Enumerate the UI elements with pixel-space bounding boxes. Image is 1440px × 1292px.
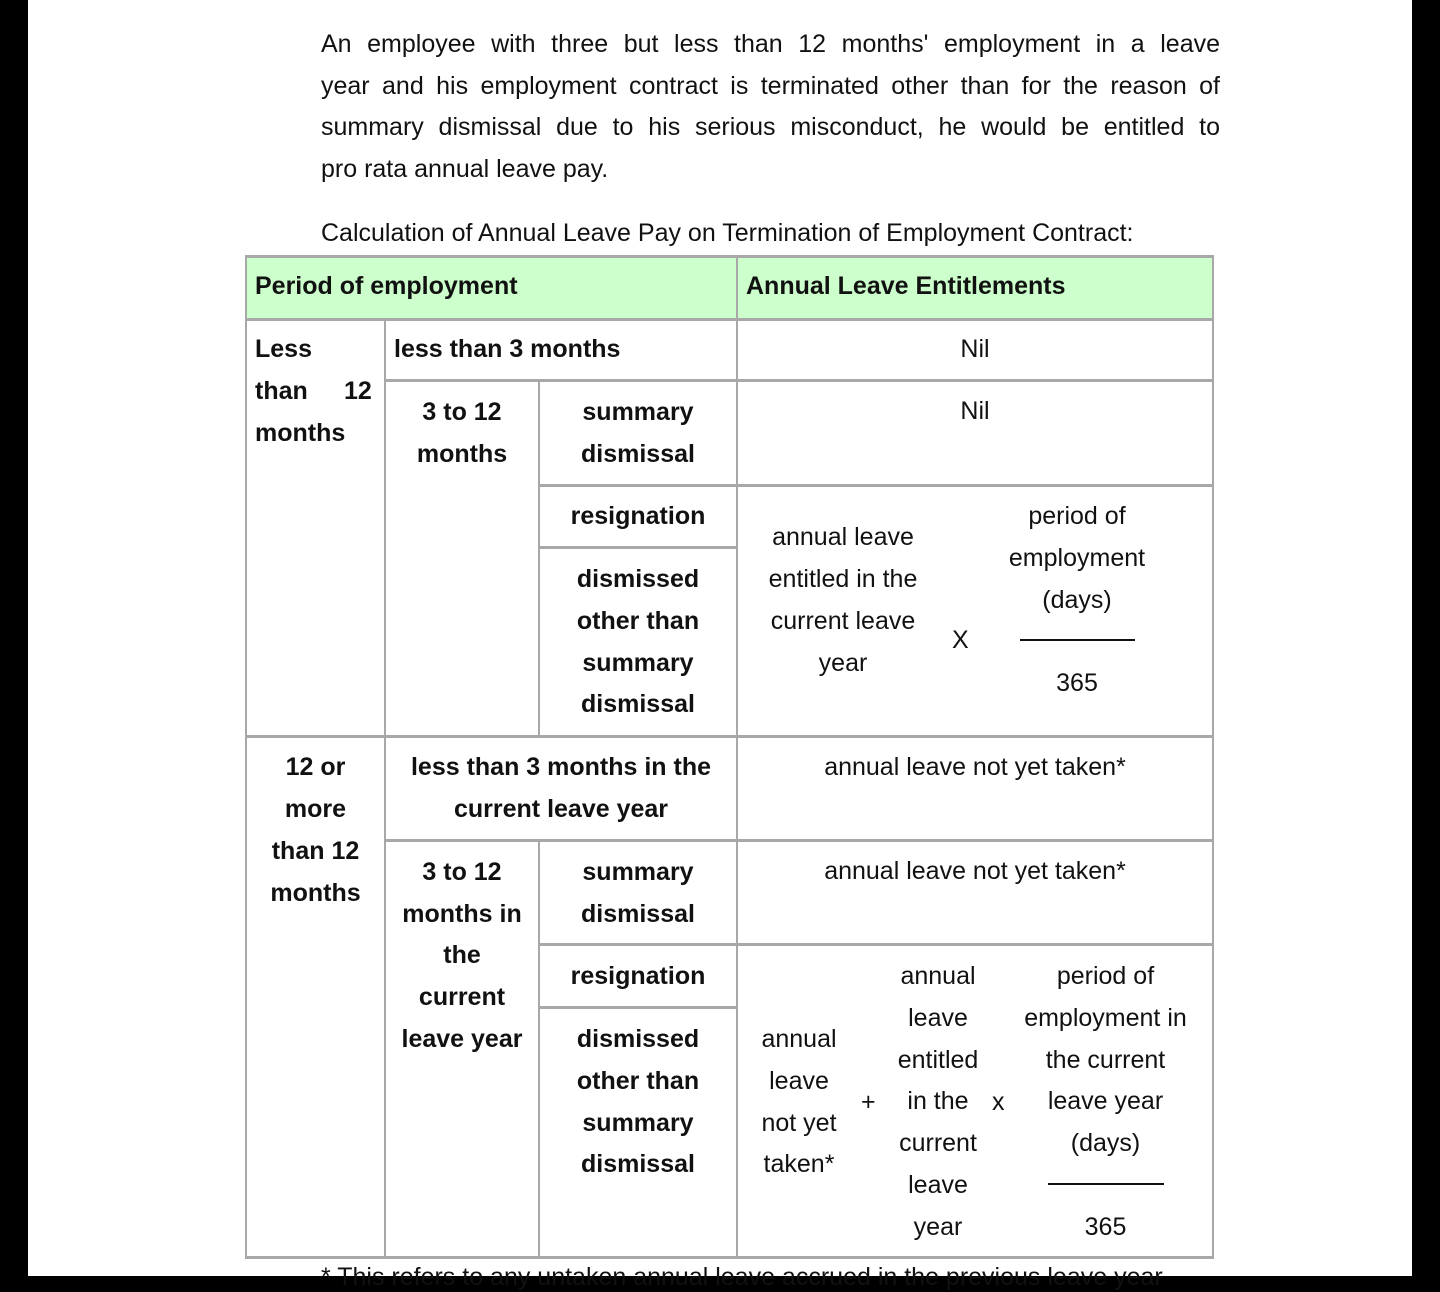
header-period-of-employment: Period of employment (255, 272, 518, 300)
three-to-12-months-current-year: the (443, 941, 481, 969)
summary-dismissal: dismissal (581, 440, 695, 468)
footnote: * This refers to any untaken annual leave accrued in the previous leave year (321, 1263, 1163, 1291)
dismissed-other-than-summary: dismissed (576, 1025, 700, 1053)
formula-untaken-leave: taken* (763, 1150, 835, 1178)
formula-untaken-leave: annual (761, 1025, 837, 1053)
formula-denominator: 365 (1056, 669, 1098, 697)
formula-annual-leave-entitled: year (818, 649, 868, 677)
entitlement-nil: Nil (960, 335, 990, 363)
formula-period-of-employment: employment in (1024, 1004, 1187, 1032)
three-to-12-months-current-year: months in (402, 900, 522, 928)
table-rule (538, 484, 1214, 487)
formula-annual-leave-entitled: annual leave (772, 523, 914, 551)
formula-multiply: X (952, 626, 969, 654)
formula-period-of-employment: (days) (1070, 1129, 1141, 1157)
dismissed-other-than-summary: dismissed (576, 565, 700, 593)
document-page (28, 0, 1412, 1291)
summary-dismissal: summary (582, 398, 694, 426)
three-to-12-months-current-year: leave year (401, 1025, 523, 1053)
formula-period-of-employment: period of (1028, 502, 1126, 530)
formula-denominator: 365 (1084, 1213, 1127, 1241)
table-border-right (1212, 255, 1214, 1259)
formula-untaken-leave: not yet (761, 1109, 837, 1137)
less-than-12-label: Less (255, 335, 312, 363)
less-than-12-label: months (255, 419, 346, 447)
formula-period-of-employment: the current (1045, 1046, 1166, 1074)
three-to-12-months-current-year: current (418, 983, 506, 1011)
formula-multiply: x (992, 1088, 1005, 1116)
three-to-12-months-current-year: 3 to 12 (422, 858, 502, 886)
formula-annual-leave-entitled: leave (908, 1004, 968, 1032)
table-rule (538, 546, 736, 549)
table-rule (538, 943, 1214, 946)
table-caption: Calculation of Annual Leave Pay on Termination of Employment Contract: (321, 219, 1134, 247)
dismissed-other-than-summary: other than (576, 1067, 700, 1095)
twelve-or-more-label: more (284, 795, 347, 823)
formula-period-of-employment: leave year (1047, 1087, 1164, 1115)
fraction-bar (1048, 1183, 1164, 1185)
less-than-3-months: less than 3 months (394, 335, 621, 363)
intro-line: An employee with three but less than 12 months' employment in a leave (321, 30, 1220, 58)
formula-annual-leave-entitled: entitled (897, 1046, 979, 1074)
resignation: resignation (570, 962, 706, 990)
resignation: resignation (570, 502, 706, 530)
intro-line: year and his employment contract is terminated other than for the reason of (321, 71, 1220, 100)
dismissed-other-than-summary: summary (582, 649, 694, 677)
less-than-12-label: than (255, 377, 308, 405)
dismissed-other-than-summary: other than (576, 607, 700, 635)
formula-annual-leave-entitled: current (899, 1129, 977, 1157)
formula-annual-leave-entitled: in the (907, 1087, 969, 1115)
formula-annual-leave-entitled: leave (908, 1171, 968, 1199)
three-to-12-months: months (416, 440, 508, 468)
formula-annual-leave-entitled: current leave (770, 607, 916, 635)
summary-dismissal: summary (582, 858, 694, 886)
intro-line: summary dismissal due to his serious misconduct, he would be entitled to (321, 113, 1220, 141)
summary-dismissal: dismissal (581, 900, 695, 928)
formula-annual-leave-entitled: year (913, 1213, 963, 1241)
table-rule (245, 318, 1214, 321)
intro-line: pro rata annual leave pay. (321, 154, 609, 183)
twelve-or-more-label: than 12 (271, 837, 360, 865)
entitlement-untaken-leave: annual leave not yet taken* (824, 857, 1126, 885)
table-rule (384, 379, 1214, 382)
intro-paragraph (321, 24, 1220, 190)
three-to-12-months: 3 to 12 (422, 398, 502, 426)
formula-annual-leave-entitled: annual (900, 962, 976, 990)
table-rule (538, 1006, 736, 1009)
less-than-12-label: 12 (344, 377, 372, 405)
fraction-bar (1020, 639, 1135, 641)
less-than-3-months-current-year: less than 3 months in the (410, 753, 712, 781)
twelve-or-more-label: months (270, 879, 361, 907)
table-rule (245, 735, 1214, 738)
entitlement-untaken-leave: annual leave not yet taken* (824, 753, 1126, 781)
formula-annual-leave-entitled: entitled in the (768, 565, 918, 593)
formula-period-of-employment: employment (1008, 544, 1146, 572)
dismissed-other-than-summary: dismissal (581, 690, 695, 718)
twelve-or-more-label: 12 or (285, 753, 346, 781)
formula-untaken-leave: leave (769, 1067, 829, 1095)
dismissed-other-than-summary: summary (582, 1109, 694, 1137)
formula-plus: + (861, 1088, 876, 1116)
formula-period-of-employment: (days) (1042, 586, 1112, 614)
dismissed-other-than-summary: dismissal (581, 1150, 695, 1178)
formula-period-of-employment: period of (1056, 962, 1155, 990)
less-than-3-months-current-year: current leave year (453, 795, 669, 823)
entitlement-nil: Nil (960, 397, 990, 425)
header-annual-leave-entitlements: Annual Leave Entitlements (746, 272, 1066, 300)
table-rule (384, 839, 1214, 842)
table-border-top (245, 255, 1214, 258)
table-border-bottom (245, 1256, 1214, 1259)
